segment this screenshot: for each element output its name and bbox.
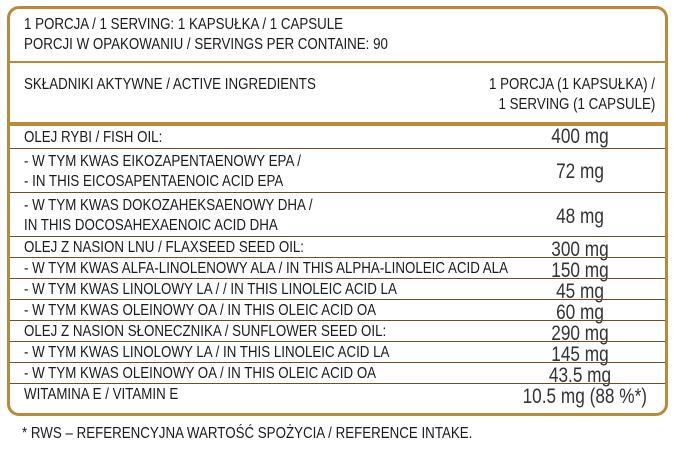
row-label: - W TYM KWAS OLEINOWY OA / IN THIS OLEIC ACID OA [24, 302, 377, 319]
row-value: 45 mg [556, 280, 604, 303]
row-value: 48 mg [556, 205, 604, 228]
row-label: - W TYM KWAS DOKOZAHEKSAENOWY DHA / [24, 197, 313, 214]
row-value: 10.5 mg (88 %*) [522, 385, 648, 408]
table-row [10, 126, 665, 149]
row-label: OLEJ RYBI / FISH OIL: [24, 129, 163, 146]
row-label: OLEJ Z NASION LNU / FLAXSEED SEED OIL: [24, 239, 305, 256]
row-label: - W TYM KWAS ALFA-LINOLENOWY ALA / IN THIS ALPHA-LINOLEIC ACID ALA [24, 260, 508, 277]
serving-size-line: 1 PORCJA / 1 SERVING: 1 KAPSUŁKA / 1 CAPSULE [24, 16, 344, 33]
row-label-line2: - IN THIS EICOSAPENTAENOIC ACID EPA [24, 173, 284, 190]
table-row [10, 363, 665, 387]
row-label: - W TYM KWAS OLEINOWY OA / IN THIS OLEIC ACID OA [24, 365, 377, 382]
table-row [10, 258, 665, 282]
row-label: OLEJ Z NASION SŁONECZNIKA / SUNFLOWER SEED OIL: [24, 323, 387, 340]
header-divider [10, 61, 665, 63]
row-value: 43.5 mg [548, 364, 612, 387]
table-row [10, 342, 665, 366]
row-value: 290 mg [551, 322, 609, 345]
ingredients-column-header: SKŁADNIKI AKTYWNE / ACTIVE INGREDIENTS [24, 76, 316, 93]
row-label-line2: IN THIS DOCOSAHEXAENOIC ACID DHA [24, 217, 278, 234]
row-value: 300 mg [551, 238, 609, 261]
row-value: 400 mg [551, 125, 609, 148]
per-serving-column-header-line1: 1 PORCJA (1 KAPSUŁKA) / [489, 76, 655, 93]
nutrition-facts-panel [7, 6, 668, 416]
row-value: 145 mg [551, 343, 609, 366]
table-row [10, 237, 665, 261]
row-value: 60 mg [556, 301, 604, 324]
table-row [10, 321, 665, 345]
table-row [10, 300, 665, 324]
footnote: * RWS – REFERENCYJNA WARTOŚĆ SPOŻYCIA / REFERENCE INTAKE. [22, 425, 473, 442]
row-label: - W TYM KWAS EIKOZAPENTAENOWY EPA / [24, 153, 302, 170]
table-row [10, 193, 665, 237]
row-label: - W TYM KWAS LINOLOWY LA / / IN THIS LINOLEIC ACID LA [24, 281, 397, 298]
row-label: WITAMINA E / VITAMIN E [24, 386, 179, 403]
servings-per-container-line: PORCJI W OPAKOWANIU / SERVINGS PER CONTAINE: 90 [24, 36, 388, 53]
row-value: 150 mg [551, 259, 609, 282]
row-label: - W TYM KWAS LINOLOWY LA / IN THIS LINOLEIC ACID LA [24, 344, 390, 361]
table-row [10, 384, 665, 412]
per-serving-column-header-line2: 1 SERVING (1 CAPSULE) [498, 96, 655, 113]
row-value: 72 mg [556, 160, 604, 183]
table-row [10, 149, 665, 193]
table-row [10, 279, 665, 303]
